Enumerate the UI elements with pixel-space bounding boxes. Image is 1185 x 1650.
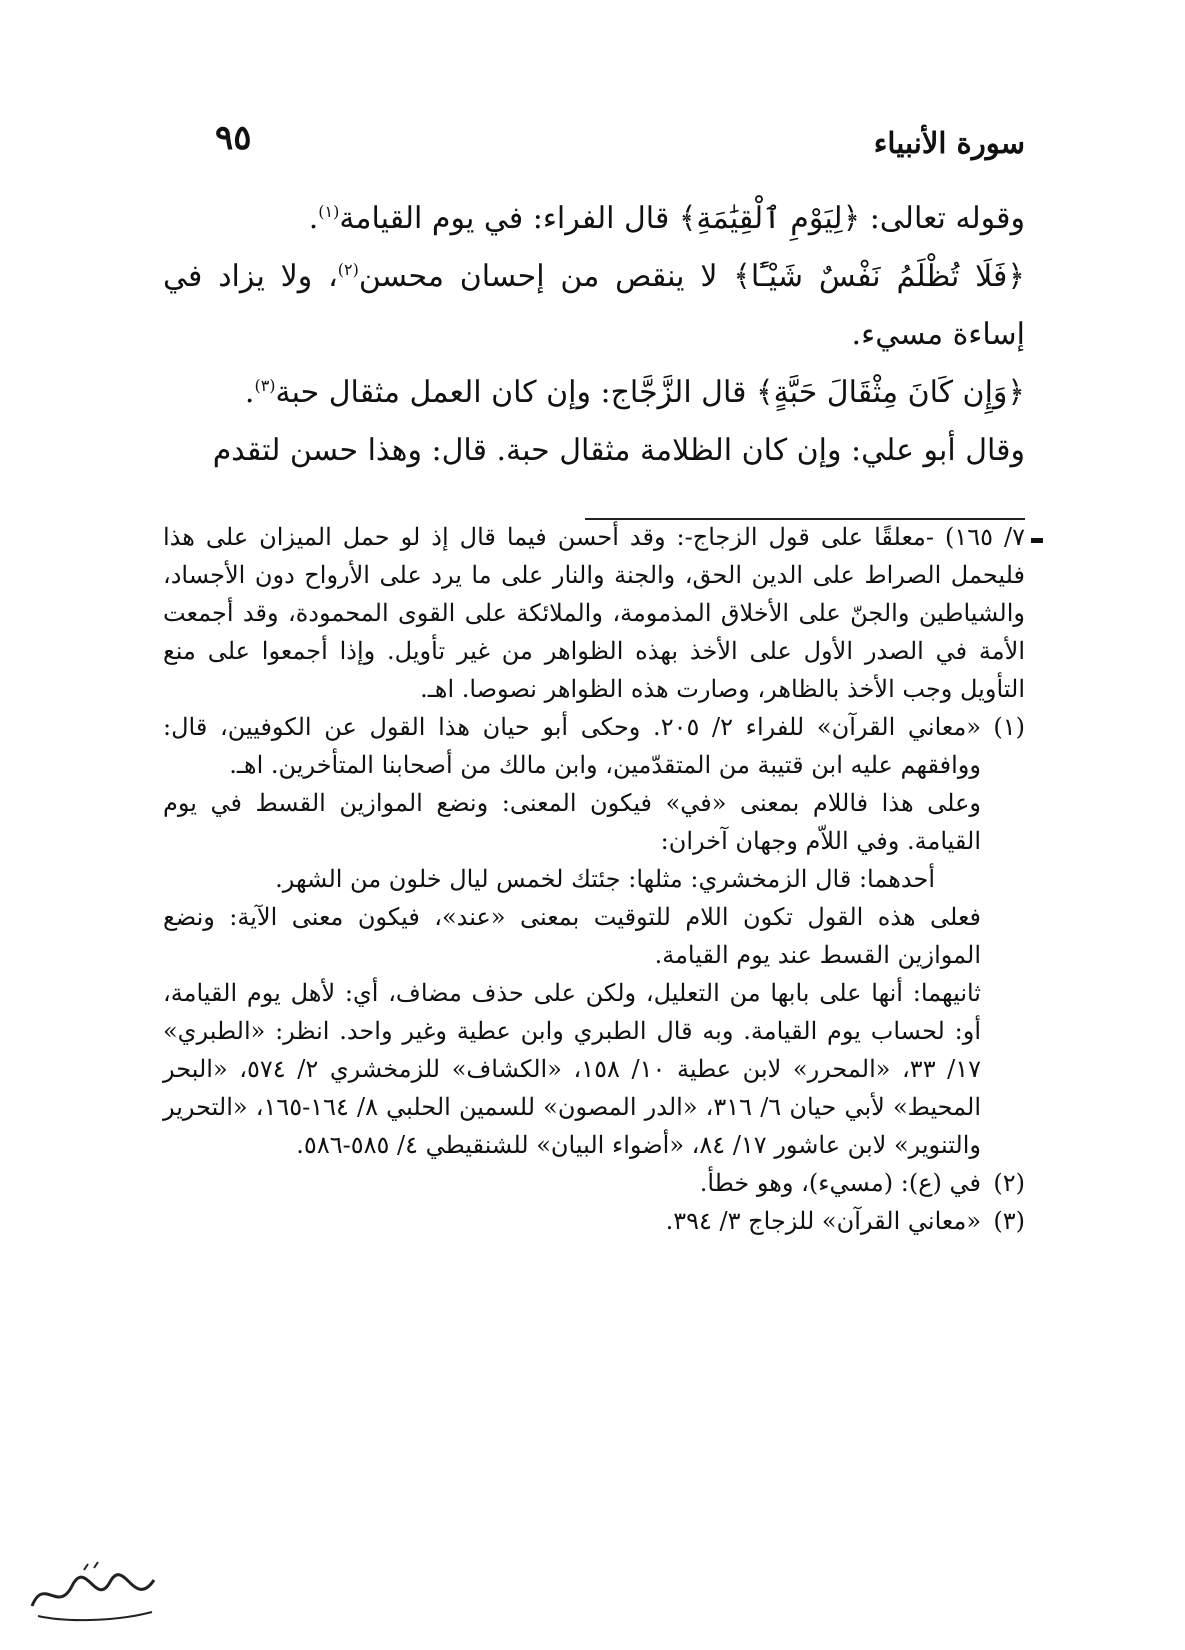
footnote-ref-2[interactable]: (٢) <box>337 260 359 279</box>
paragraph-3: ﴿وَإِن كَانَ مِثْقَالَ حَبَّةٍ﴾ قال الزَّجَّاج: وإن كان العمل مثقال حبة$^{(٣)}$. <box>244 375 1025 410</box>
footnote-1: (١) «معاني القرآن» للفراء ٢/ ٢٠٥. وحكى أبو حيان هذا القول عن الكوفيين، قال: ووافقهم عليه ابن قتيبة من المتقدّمين، وابن مالك من أصحابنا المتأخرين. اهـ. وعلى هذا فاللام بمعنى «في» فيكون المعنى: ونضع الموازين القسط في يوم القيامة. وفي اللاّم وجهان آخران: أحدهما: قال الزمخشري: مثلها: جئتك لخمس ليال خلون من الشهر. فعلى هذه القول تكون اللام للتوقيت بمعنى «عند»، فيكون معنى الآية: ونضع الموازين القسط عند يوم القيامة. ثانيهما: أنها على بابها من التعليل، ولكن على حذف مضاف، أي: لأهل يوم القيامة، أو: لحساب يوم القيامة. وبه قال الطبري وابن عطية وغير واحد. انظر: «الطبري» ١٧/ ٣٣، «المحرر» لابن عطية ١٠/ ١٥٨، «الكشاف» للزمخشري ٢/ ٥٧٤، «البحر المحيط» لأبي حيان ٦/ ٣١٦، «الدر المصون» للسمين الحلبي ٨/ ١٦٤-١٦٥، «التحرير والتنوير» لابن عاشور ١٧/ ٨٤، «أضواء البيان» للشنقيطي ٤/ ٥٨٥-٥٨٦. <box>163 708 1025 1164</box>
footnotes <box>163 518 1025 1240</box>
paragraph-2: ﴿فَلَا تُظْلَمُ نَفْسٌ شَيْـًٔا﴾ لا ينقص من إحسان محسن$^{(٢)}$، ولا يزاد في إساءة مسيء. <box>163 259 1025 352</box>
paragraph-1: وقوله تعالى: ﴿لِيَوْمِ ٱلْقِيَٰمَةِ﴾ قال الفراء: في يوم القيامة$^{(١)}$. <box>308 201 1025 236</box>
footnote-continued: ٧/ ١٦٥) -معلقًا على قول الزجاج-: وقد أحسن فيما قال إذ لو حمل الميزان على هذا فليحمل الصراط على الدين الحق، والجنة والنار على ما يرد على الأرواح دون الأجساد، والشياطين والجنّ على الأخلاق المذمومة، والملائكة على القوى المحمودة، وقد أجمعت الأمة في الصدر الأول على الأخذ بهذه الظواهر من غير تأويل. وإذا أجمعوا على منع التأويل وجب الأخذ بالظاهر، وصارت هذه الظواهر نصوصا. اهـ. <box>163 523 1026 703</box>
footnote-number: (٢) <box>993 1169 1025 1197</box>
footnote-ref-1[interactable]: (١) <box>318 202 340 221</box>
paragraph-4: وقال أبو علي: وإن كان الظلامة مثقال حبة. قال: وهذا حسن لتقدم <box>212 433 1025 468</box>
footnote-2: (٢) في (ع): (مسيء)، وهو خطأ. <box>163 1164 1025 1202</box>
continuation-mark <box>1031 538 1043 543</box>
main-text <box>163 190 1025 480</box>
surah-title: سورة الأنبياء <box>873 126 1025 160</box>
page-header <box>215 118 1025 166</box>
footnote-ref-3[interactable]: (٣) <box>254 376 276 395</box>
footnote-3: (٣) «معاني القرآن» للزجاج ٣/ ٣٩٤. <box>163 1202 1025 1240</box>
footnote-number: (٣) <box>993 1207 1025 1235</box>
footnote-number: (١) <box>993 713 1025 741</box>
page-number: ٩٥ <box>215 118 252 158</box>
calligraphy-logo-icon <box>24 1556 164 1628</box>
